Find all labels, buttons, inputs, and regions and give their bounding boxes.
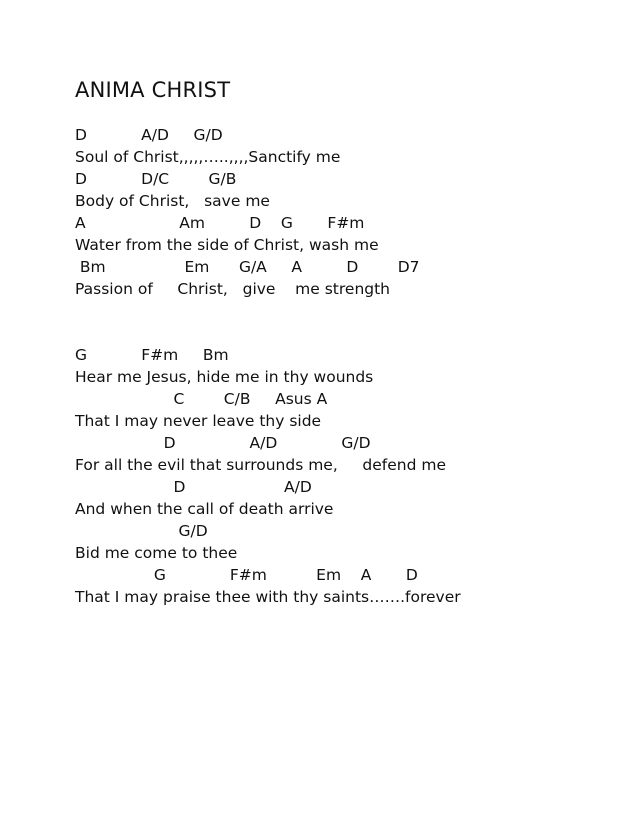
chord-line: D A/D G/D [75, 126, 223, 144]
lyric-line: Body of Christ, save me [75, 192, 270, 210]
chord-line: Bm Em G/A A D D7 [75, 258, 420, 276]
chord-line: G/D [75, 522, 208, 540]
lyric-line: That I may never leave thy side [75, 412, 322, 430]
lyric-line: Bid me come to thee [75, 544, 238, 562]
song-title: ANIMA CHRIST [75, 78, 231, 102]
chord-line: D D/C G/B [75, 170, 237, 188]
chord-line: G F#m Em A D [75, 566, 418, 584]
chord-line: G F#m Bm [75, 346, 229, 364]
lyric-line: Passion of Christ, give me strength [75, 280, 391, 298]
chord-line: D A/D [75, 478, 312, 496]
lyric-line: Soul of Christ,,,,,…..,,,,Sanctify me [75, 148, 341, 166]
lyric-line: And when the call of death arrive [75, 500, 334, 518]
lyric-line: That I may praise thee with thy saints…….forever [75, 588, 461, 606]
lyric-line: Water from the side of Christ, wash me [75, 236, 379, 254]
chord-line: C C/B Asus A [75, 390, 328, 408]
lyric-line: For all the evil that surrounds me, defend me [75, 456, 446, 474]
chord-line: A Am D G F#m [75, 214, 365, 232]
lyric-line: Hear me Jesus, hide me in thy wounds [75, 368, 374, 386]
chord-line: D A/D G/D [75, 434, 371, 452]
